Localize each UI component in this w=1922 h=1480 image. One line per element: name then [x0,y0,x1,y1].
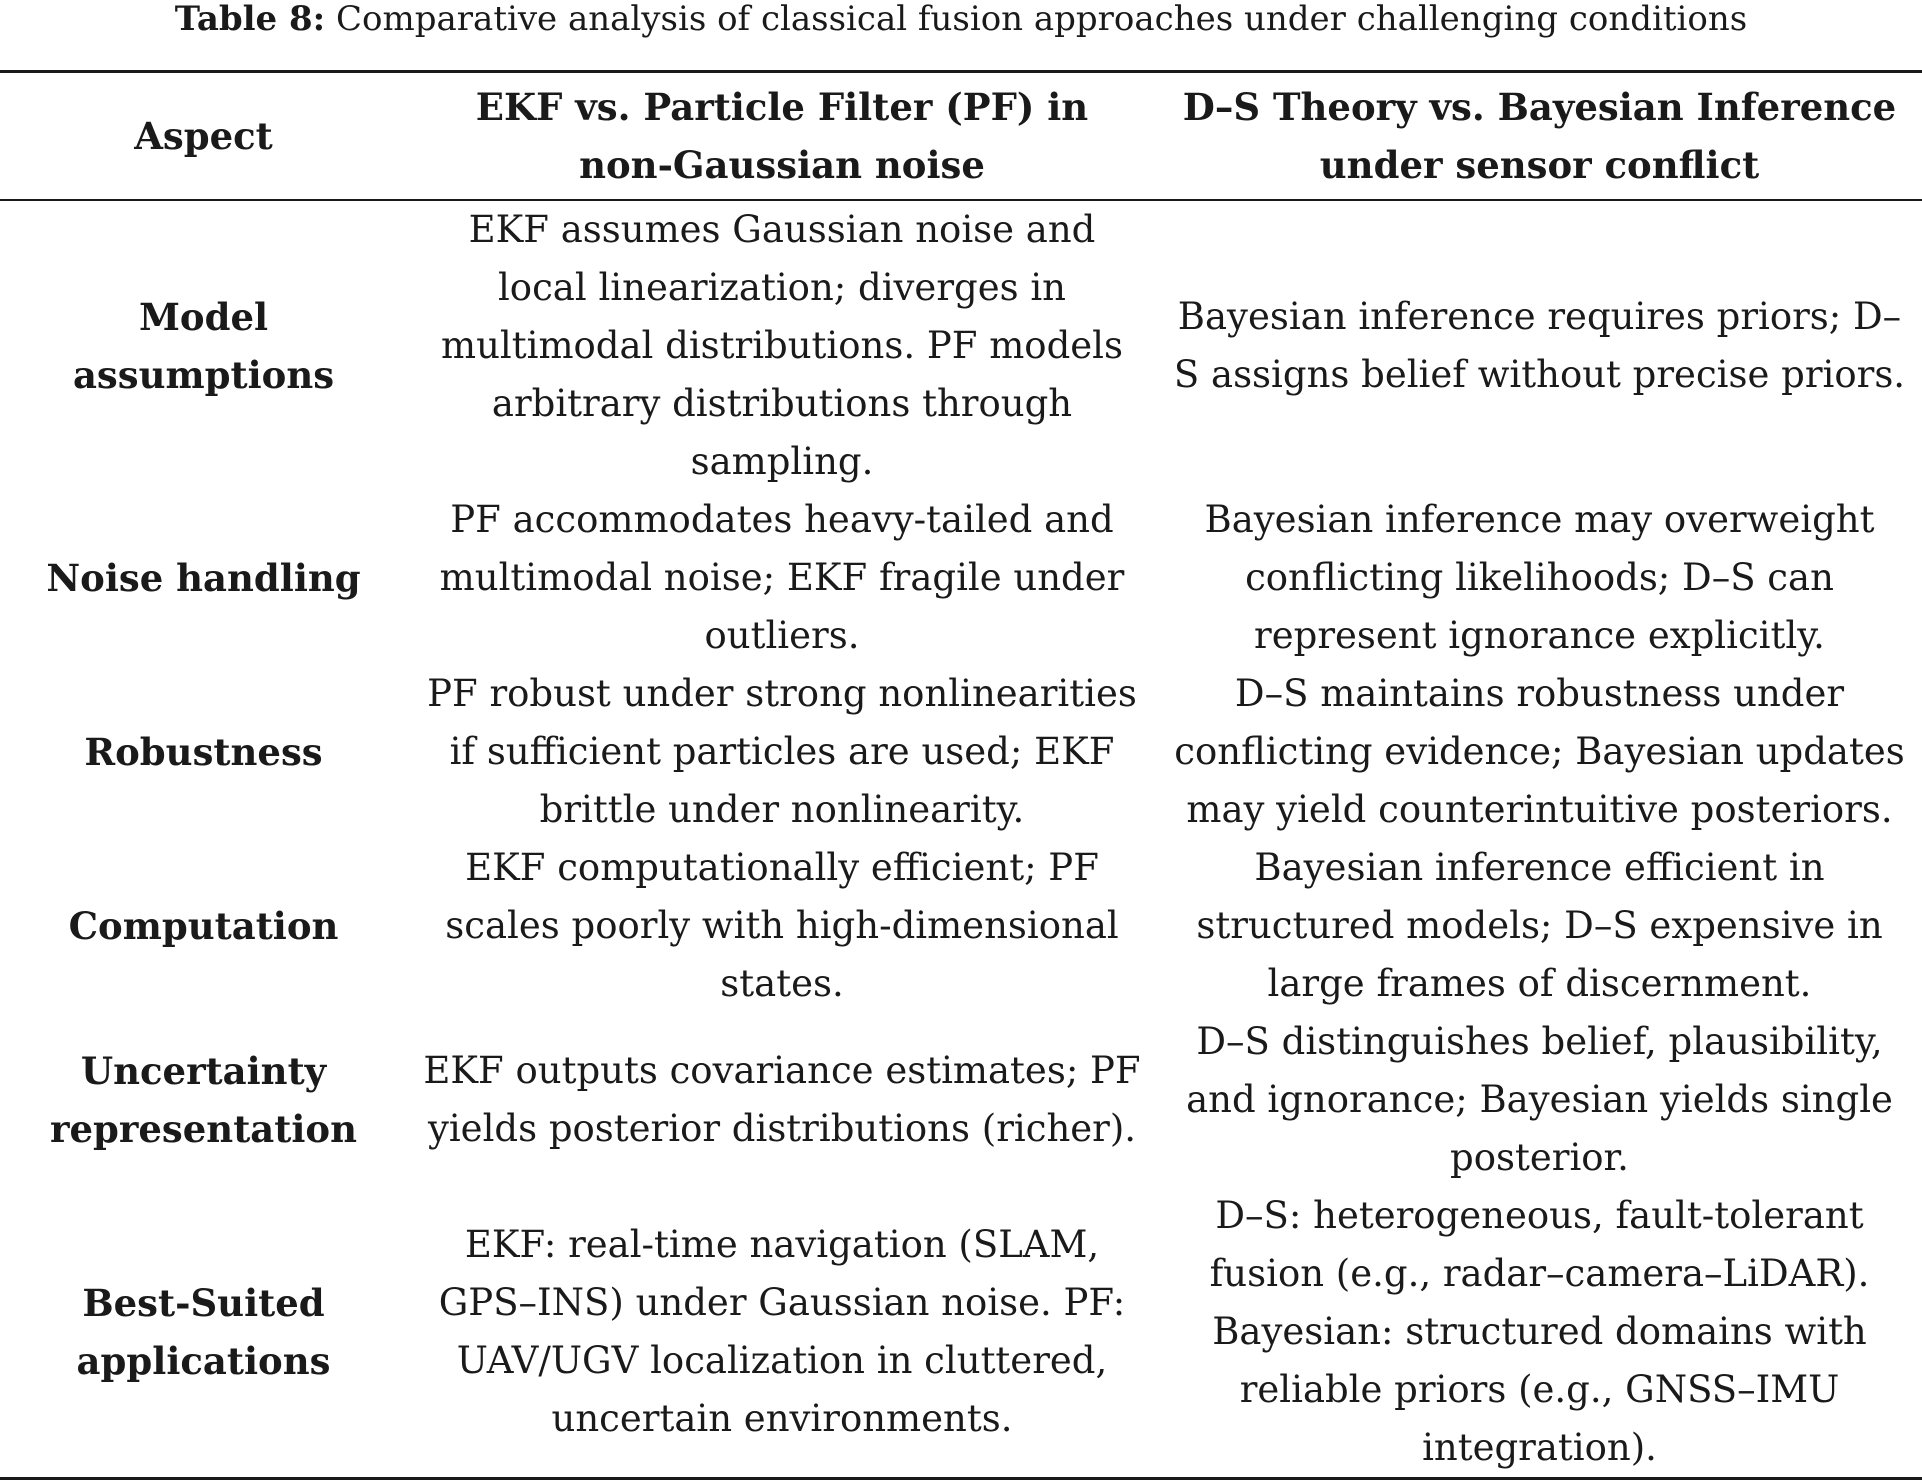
caption-text: Comparative analysis of classical fusion approaches under challenging conditions [336,0,1748,39]
ekf-pf-cell: EKF outputs covariance estimates; PF yields posterior distributions (richer). [423,1049,1141,1150]
header-row [0,72,1922,201]
ekf-pf-cell: PF accommodates heavy-tailed and multimodal noise; EKF fragile under outliers. [439,498,1125,657]
header-aspect: Aspect [134,114,273,158]
ds-bayes-cell: Bayesian inference requires priors; D–S assigns belief without precise priors. [1173,295,1906,396]
table-row [0,1013,1922,1187]
aspect-cell: Robustness [84,730,323,774]
table-caption [0,0,1922,40]
ds-bayes-cell: Bayesian inference efficient in structured models; D–S expensive in large frames of discernment. [1196,846,1883,1005]
header-ds-bayes: D–S Theory vs. Bayesian Inference under sensor conflict [1182,85,1897,187]
aspect-cell: Model assumptions [72,295,335,397]
table-row [0,200,1922,491]
table-row [0,491,1922,665]
table-row [0,665,1922,839]
table-row [0,839,1922,1013]
aspect-cell: Uncertainty representation [49,1049,357,1151]
ekf-pf-cell: PF robust under strong nonlinearities if sufficient particles are used; EKF brittle under nonlinearity. [427,672,1137,831]
ds-bayes-cell: D–S: heterogeneous, fault-tolerant fusion (e.g., radar–camera–LiDAR). Bayesian: structured domains with reliable priors (e.g., GNSS–IMU integration). [1209,1194,1870,1469]
ds-bayes-cell: D–S distinguishes belief, plausibility, and ignorance; Bayesian yields single posterior. [1186,1020,1893,1179]
ds-bayes-cell: D–S maintains robustness under conflicting evidence; Bayesian updates may yield counterintuitive posteriors. [1174,672,1905,831]
ds-bayes-cell: Bayesian inference may overweight conflicting likelihoods; D–S can represent ignorance explicitly. [1204,498,1875,657]
header-ekf-pf: EKF vs. Particle Filter (PF) in non-Gaussian noise [475,85,1089,187]
table-row [0,1187,1922,1479]
aspect-cell: Computation [68,904,339,948]
ekf-pf-cell: EKF computationally efficient; PF scales poorly with high-dimensional states. [445,846,1119,1005]
aspect-cell: Noise handling [46,556,361,600]
comparison-table [0,70,1922,1480]
caption-label: Table 8: [174,0,326,39]
ekf-pf-cell: EKF: real-time navigation (SLAM, GPS–INS) under Gaussian noise. PF: UAV/UGV localization in cluttered, uncertain environments. [438,1223,1126,1440]
aspect-cell: Best-Suited applications [76,1281,331,1383]
ekf-pf-cell: EKF assumes Gaussian noise and local linearization; diverges in multimodal distributions. PF models arbitrary distributions through sampling. [441,208,1123,483]
